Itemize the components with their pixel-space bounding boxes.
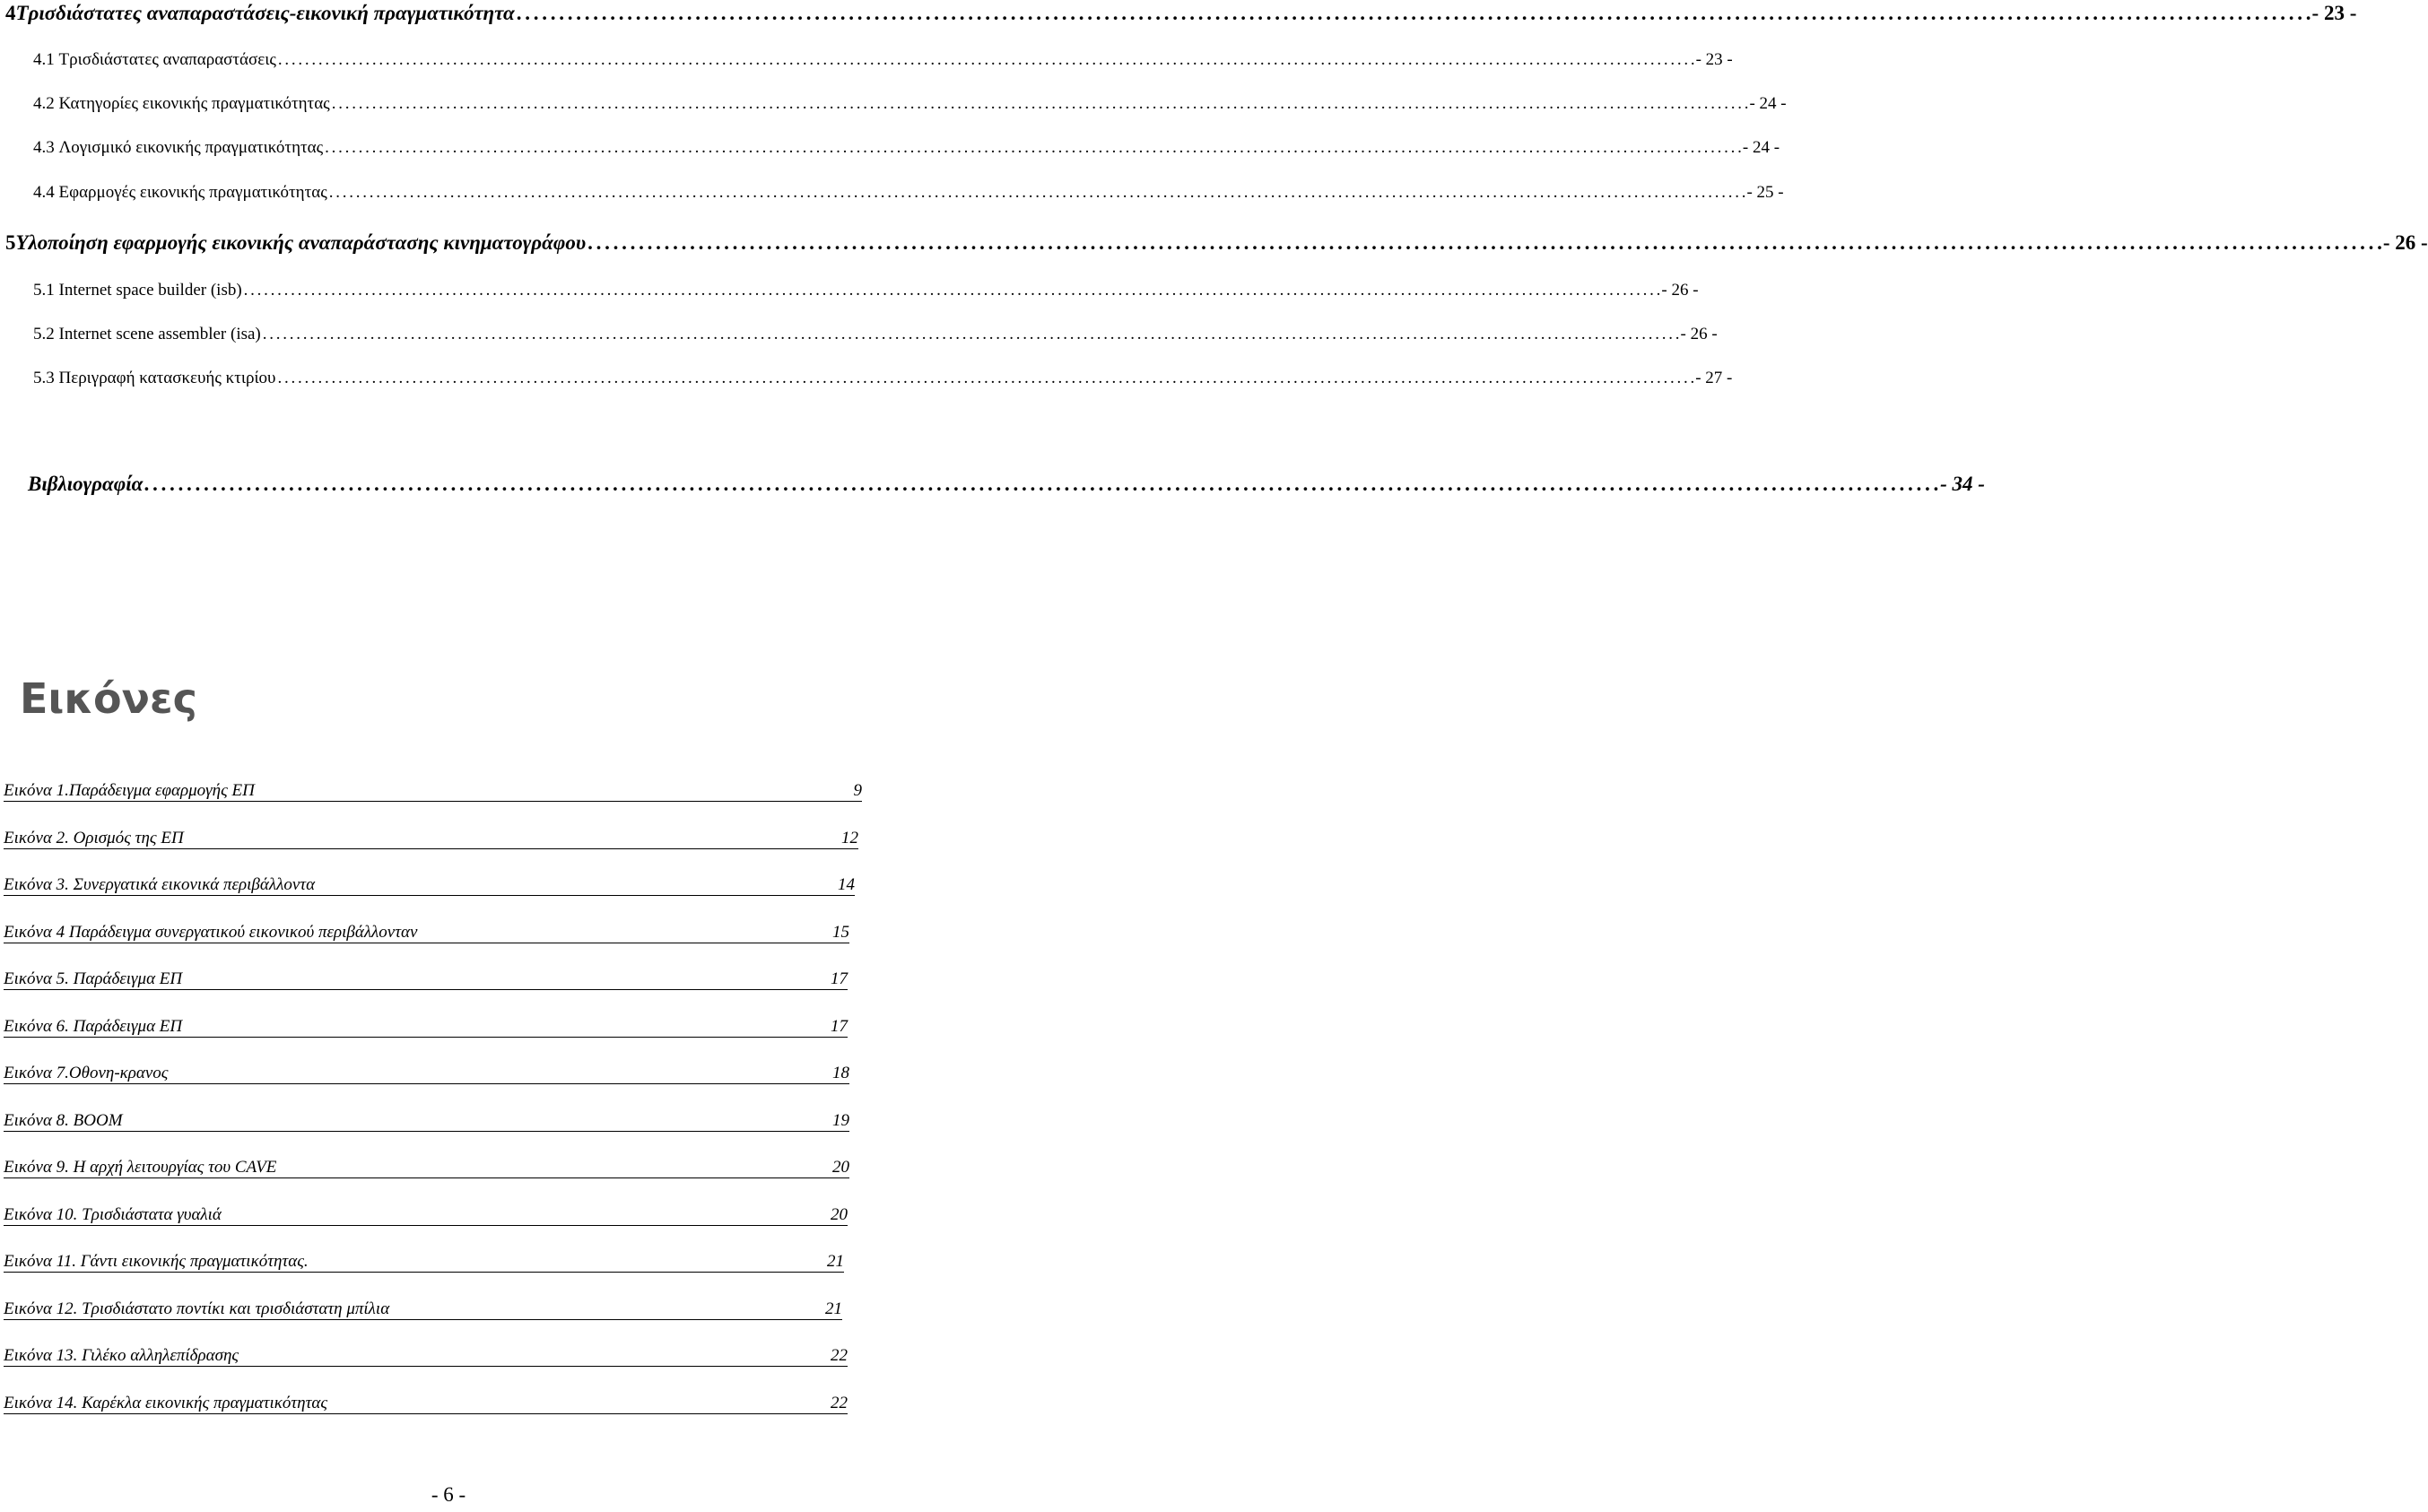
toc-title: Internet scene assembler (isa) <box>58 325 261 343</box>
figure-page: 20 <box>831 1205 848 1224</box>
figure-entry[interactable] <box>4 1158 849 1178</box>
figure-page: 15 <box>832 923 849 942</box>
toc-chapter-5[interactable] <box>5 231 2428 255</box>
figure-label: Εικόνα 11. Γάντι εικονικής πραγματικότητας. <box>4 1252 309 1271</box>
page-number: - 6 - <box>431 1483 466 1506</box>
figure-label: Εικόνα 1.Παράδειγμα εφαρμογής ΕΠ <box>4 781 255 800</box>
figure-label: Εικόνα 4 Παράδειγμα συνεργατικού εικονικού περιβάλλονταν <box>4 923 418 942</box>
toc-page: - 24 - <box>1742 138 1780 157</box>
figure-page: 21 <box>827 1252 844 1271</box>
toc-title: Internet space builder (isb) <box>58 281 242 300</box>
figures-heading: Εικόνες <box>20 674 197 723</box>
figure-entry[interactable] <box>4 1252 844 1273</box>
toc-section-4-3[interactable] <box>33 138 1780 158</box>
toc-leader <box>329 183 1745 203</box>
figure-entry[interactable] <box>4 1017 848 1038</box>
figure-page: 22 <box>831 1346 848 1365</box>
figure-entry[interactable] <box>4 829 858 849</box>
figure-entry[interactable] <box>4 1064 849 1084</box>
toc-leader <box>144 473 1938 496</box>
figure-label: Εικόνα 8. BOOM <box>4 1111 123 1130</box>
figure-entry[interactable] <box>4 1205 848 1226</box>
figure-label: Εικόνα 7.Οθονη-κρανος <box>4 1064 169 1082</box>
figure-page: 17 <box>831 1017 848 1036</box>
toc-page: - 23 - <box>2311 2 2357 24</box>
figure-label: Εικόνα 10. Τρισδιάστατα γυαλιά <box>4 1205 222 1224</box>
figure-entry[interactable] <box>4 1111 849 1132</box>
figure-label: Εικόνα 9. Η αρχή λειτουργίας του CAVE <box>4 1158 277 1177</box>
toc-title: Λογισμικό εικονικής πραγματικότητας <box>58 138 324 157</box>
toc-page: - 27 - <box>1695 369 1733 387</box>
figure-label: Εικόνα 3. Συνεργατικά εικονικά περιβάλλοντα <box>4 875 316 894</box>
toc-leader <box>277 369 1693 388</box>
figure-page: 14 <box>838 875 855 894</box>
figure-page: 20 <box>832 1158 849 1177</box>
toc-leader <box>517 2 2311 25</box>
toc-page: - 26 - <box>1680 325 1718 343</box>
toc-section-5-1[interactable] <box>33 281 1699 300</box>
toc-number: 5.3 <box>33 369 55 387</box>
toc-number: 5.2 <box>33 325 55 343</box>
toc-title: Τρισδιάστατες αναπαραστάσεις-εικονική πραγματικότητα <box>15 2 515 24</box>
toc-leader <box>263 325 1679 344</box>
toc-leader <box>278 50 1694 70</box>
toc-bibliography[interactable] <box>28 473 1985 496</box>
toc-section-5-2[interactable] <box>33 325 1718 344</box>
toc-number: 4.2 <box>33 94 55 113</box>
figure-label: Εικόνα 13. Γιλέκο αλληλεπίδρασης <box>4 1346 239 1365</box>
toc-page: - 26 - <box>2382 231 2428 254</box>
toc-title: Βιβλιογραφία <box>28 473 144 495</box>
figure-entry[interactable] <box>4 1394 848 1414</box>
toc-number: 4.4 <box>33 183 55 202</box>
toc-title: Εφαρμογές εικονικής πραγματικότητας <box>58 183 327 202</box>
figure-page: 18 <box>832 1064 849 1082</box>
toc-title: Περιγραφή κατασκευής κτιρίου <box>58 369 276 387</box>
figure-entry[interactable] <box>4 781 862 802</box>
toc-section-5-3[interactable] <box>33 369 1733 388</box>
toc-number: 4.3 <box>33 138 55 157</box>
toc-number: 5 <box>5 231 16 254</box>
figure-entry[interactable] <box>4 1299 842 1320</box>
figure-page: 22 <box>831 1394 848 1412</box>
figure-page: 12 <box>841 829 858 847</box>
figure-label: Εικόνα 2. Ορισμός της ΕΠ <box>4 829 184 847</box>
toc-leader <box>244 281 1660 300</box>
toc-page: - 23 - <box>1695 50 1733 69</box>
toc-page: - 26 - <box>1661 281 1699 300</box>
figure-label: Εικόνα 6. Παράδειγμα ΕΠ <box>4 1017 183 1036</box>
page-footer <box>0 1483 861 1507</box>
toc-number: 4 <box>5 2 16 24</box>
figure-entry[interactable] <box>4 875 855 896</box>
toc-page: - 24 - <box>1749 94 1787 113</box>
toc-leader <box>325 138 1741 158</box>
toc-chapter-4[interactable] <box>5 2 2357 25</box>
figure-page: 17 <box>831 969 848 988</box>
toc-section-4-4[interactable] <box>33 183 1784 203</box>
toc-page: - 25 - <box>1746 183 1784 202</box>
figure-entry[interactable] <box>4 969 848 990</box>
figure-page: 21 <box>825 1299 842 1318</box>
toc-leader <box>587 231 2381 255</box>
figure-entry[interactable] <box>4 1346 848 1367</box>
toc-section-4-1[interactable] <box>33 50 1733 70</box>
figure-label: Εικόνα 5. Παράδειγμα ΕΠ <box>4 969 183 988</box>
figure-page: 19 <box>832 1111 849 1130</box>
toc-title: Υλοποίηση εφαρμογής εικονικής αναπαράστασης κινηματογράφου <box>15 231 587 254</box>
toc-number: 4.1 <box>33 50 55 69</box>
figure-label: Εικόνα 12. Τρισδιάστατο ποντίκι και τρισδιάστατη μπίλια <box>4 1299 390 1318</box>
toc-title: Τρισδιάστατες αναπαραστάσεις <box>58 50 276 69</box>
toc-section-4-2[interactable] <box>33 94 1787 114</box>
figure-entry[interactable] <box>4 923 849 943</box>
toc-leader <box>332 94 1748 114</box>
toc-title: Κατηγορίες εικονικής πραγματικότητας <box>58 94 330 113</box>
toc-page: - 34 - <box>1940 473 1985 495</box>
figure-label: Εικόνα 14. Καρέκλα εικονικής πραγματικότητας <box>4 1394 328 1412</box>
toc-number: 5.1 <box>33 281 55 300</box>
figure-page: 9 <box>853 781 862 800</box>
